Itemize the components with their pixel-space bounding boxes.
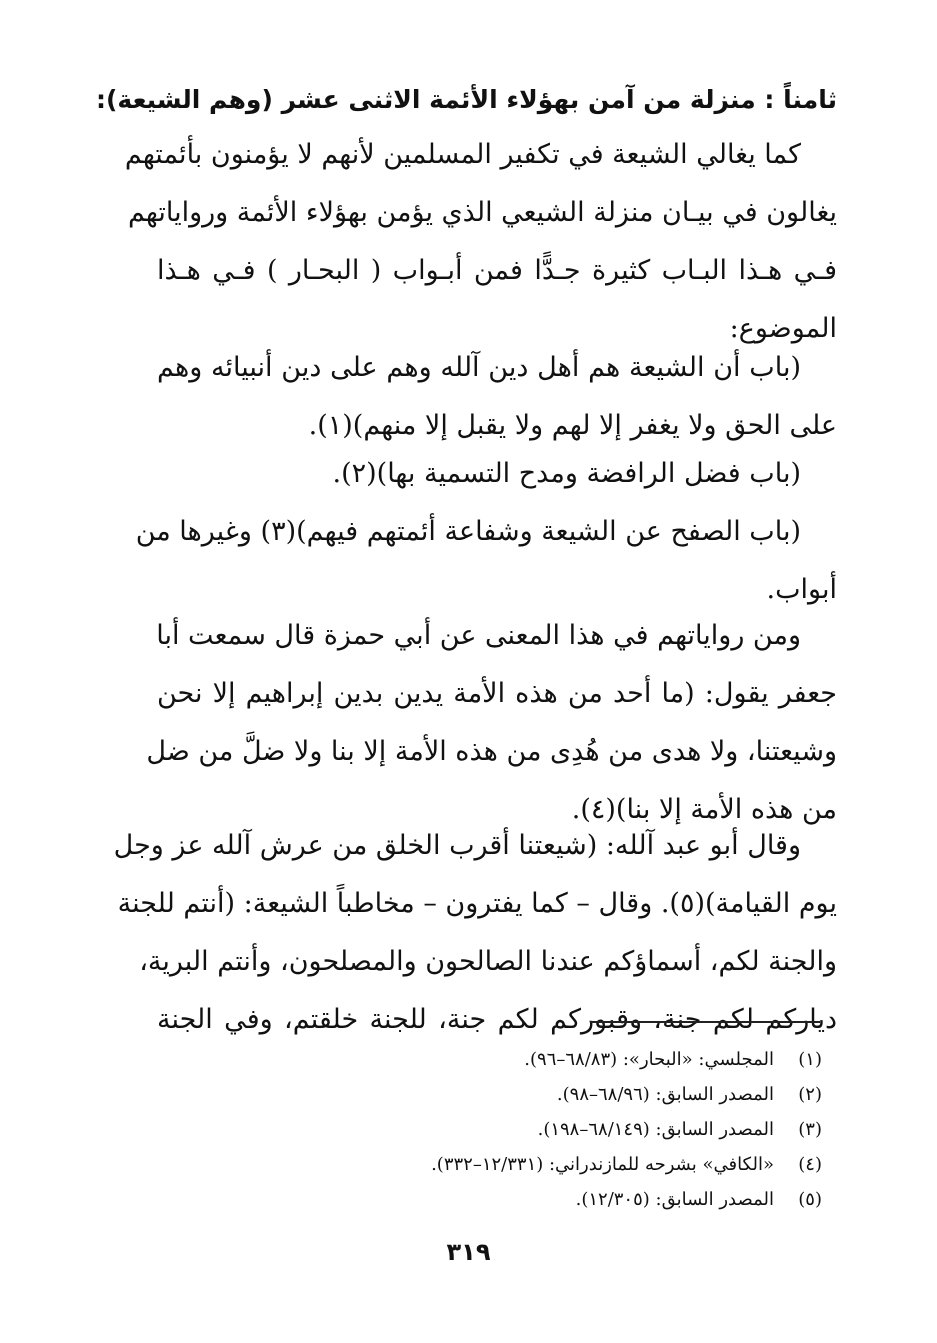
paragraph-line: من هذه الأمة إلا بنا)(٤). (571, 794, 837, 825)
footnote-number: (٣) (798, 1119, 822, 1140)
section-heading (95, 78, 837, 122)
footnote-item (302, 1042, 822, 1077)
paragraph-line: جعفر يقول: (ما أحد من هذه الأمة يدين بدين إبراهيم إلا نحن (157, 678, 837, 709)
footnote-number: (١) (798, 1049, 822, 1070)
paragraph-line: وشيعتنا، ولا هدى من هُدِى من هذه الأمة إلا بنا ولا ضلَّ من ضل (146, 736, 837, 767)
paragraph-2 (146, 607, 837, 839)
paragraph-line: فـي هـذا البـاب كثيرة جـدًّا فمن أبـواب ( البحـار ) فـي هـذا (157, 255, 837, 286)
footnote-text: «الكافي» بشرحه للمازندراني: (١٢/٣٣١–٣٣٢). (431, 1154, 774, 1175)
footnote-number: (٤) (798, 1154, 822, 1175)
quote-1 (157, 339, 837, 455)
paragraph-line: والجنة لكم، أسماؤكم عندنا الصالحون والمصلحون، وأنتم البرية، (139, 946, 837, 977)
footnote-number: (٥) (798, 1189, 822, 1210)
paragraph-line: ومن رواياتهم في هذا المعنى عن أبي حمزة قال سمعت أبا (156, 620, 801, 651)
footnotes (302, 1042, 822, 1217)
footnote-text: المجلسي: «البحار»: (٦٨/٨٣–٩٦). (524, 1049, 774, 1070)
quote-line: (باب فضل الرافضة ومدح التسمية بها)(٢). (332, 458, 801, 489)
paragraph-line: الموضوع: (729, 313, 837, 344)
footnote-text: المصدر السابق: (١٢/٣٠٥). (575, 1189, 774, 1210)
footnote-item (302, 1112, 822, 1147)
footnote-item (302, 1077, 822, 1112)
heading-lead: ثامناً (783, 85, 837, 114)
footnote-divider (590, 1021, 820, 1023)
page-number: ٣١٩ (446, 1238, 491, 1266)
footnote-text: المصدر السابق: (٦٨/٩٦–٩٨). (556, 1084, 774, 1105)
footnote-item (302, 1182, 822, 1217)
paragraph-line: دياركم لكم جنة، وقبوركم لكم جنة، للجنة خلقتم، وفي الجنة (157, 1004, 837, 1035)
quote-line: (باب أن الشيعة هم أهل دين آلله وهم على دين أنبيائه وهم (157, 352, 801, 383)
footnote-item (302, 1147, 822, 1182)
footnote-text: المصدر السابق: (٦٨/١٤٩–١٩٨). (537, 1119, 774, 1140)
quote-2 (157, 445, 837, 503)
paragraph-line: وقال أبو عبد آلله: (شيعتنا أقرب الخلق من عرش آلله عز وجل (113, 830, 801, 861)
quote-3 (135, 503, 837, 619)
paragraph-1 (124, 126, 837, 358)
paragraph-3 (113, 817, 837, 1049)
quote-line: على الحق ولا يغفر إلا لهم ولا يقبل إلا منهم)(١). (308, 410, 837, 441)
quote-line: (باب الصفح عن الشيعة وشفاعة أئمتهم فيهم)(٣) وغيرها من (135, 516, 801, 547)
footnote-number: (٢) (798, 1084, 822, 1105)
paragraph-line: يغالون في بيـان منزلة الشيعي الذي يؤمن بهؤلاء الأئمة ورواياتهم (127, 197, 837, 228)
quote-line: أبواب. (766, 574, 837, 605)
paragraph-line: يوم القيامة)(٥). وقال – كما يفترون – مخاطباً الشيعة: (أنتم للجنة (117, 888, 837, 919)
paragraph-line: كما يغالي الشيعة في تكفير المسلمين لأنهم لا يؤمنون بأئمتهم (124, 139, 801, 170)
heading-title: : منزلة من آمن بهؤلاء الأئمة الاثنى عشر (وهم الشيعة): (95, 85, 775, 114)
